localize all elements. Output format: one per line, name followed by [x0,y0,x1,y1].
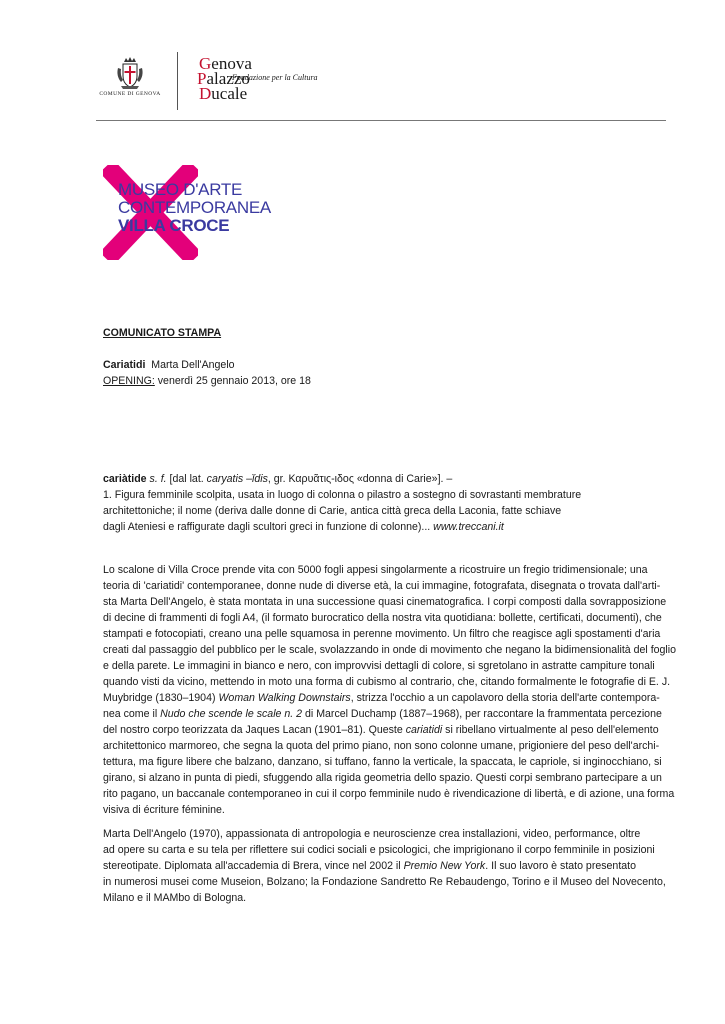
definition-source: www.treccani.it [433,521,504,533]
museo-line-1: MUSEO D'ARTE [118,180,243,199]
definition-etym-c: «donna di Carie»]. – [353,473,453,485]
paragraph-line: del nostro corpo teorizzata da Jaques Lacan (1901–81). Queste cariatidi si ribellano virtualmente al peso dell'elemento [103,724,659,736]
definition-pos: s. f. [149,473,167,485]
work-title-muybridge: Woman Walking Downstairs [218,692,351,704]
paragraph-line: stereotipate. Diplomata all'accademia di Brera, vince nel 2002 il Premio New York. Il suo lavoro è stato presentato [103,860,636,872]
press-titles [103,357,683,389]
genova-coat-of-arms-icon [115,56,145,90]
header-divider [177,52,178,110]
paragraph-line: di decine di frammenti di fogli A4, (il formato burocratico della nostra vita quotidiana: bollette, certificati, documenti), che [103,612,662,624]
award-title: Premio New York [403,860,486,872]
paragraph-line: teoria di 'cariatidi' contemporanee, donne nude di diverse età, la cui immagine, fotografata, disegnata o trovata dall'arti- [103,580,661,592]
logo-word-ducale: Ducale [199,84,248,103]
definition-line: architettoniche; il nome (deriva dalle donne di Carie, antica città greca della Laconia, fatte schiave [103,505,562,517]
page-header [0,0,725,125]
press-kicker: COMUNICATO STAMPA [103,327,222,339]
work-title-duchamp: Nudo che scende le scale n. 2 [160,708,303,720]
definition-line [103,519,683,535]
logo-word-palazzo: Palazzo [197,69,250,88]
paragraph-line: Lo scalone di Villa Croce prende vita con 5000 fogli appesi singolarmente a ricostruire un fregio tridimensionale; una [103,564,648,576]
paragraph-line: e della parete. Le immagini in bianco e nero, con improvvisi dettagli di colore, si sgretolano in astratte campiture tonali [103,660,655,672]
definition-etym-greek: Καρυᾶτις-ιδος [288,473,354,485]
show-title: Cariatidi [103,359,146,371]
paragraph-line: rito pagano, un baccanale contemporaneo in cui il corpo femminile nudo è rivendicazione di libertà, e di azione, una forma [103,788,675,800]
show-title-line [103,357,683,373]
museo-villa-croce-logo [103,165,271,260]
opening-label: OPENING: [103,375,155,387]
body-paragraph-2 [103,826,683,906]
term-cariatidi: cariatidi [405,724,443,736]
definition-etym-b: , gr. [267,473,289,485]
dictionary-definition [103,471,683,535]
palazzo-ducale-logo [197,54,318,103]
paragraph-line: visiva di écriture féminine. [103,804,225,816]
paragraph-line: girano, si alzano in punta di piedi, sfuggendo alla rigida geometria dello spazio. Questi corpi sembrano partecipare a un [103,772,662,784]
paragraph-line: Marta Dell'Angelo (1970), appassionata di antropologia e neuroscienze crea installazioni, video, performance, oltre [103,828,641,840]
comune-di-genova-logo [96,56,164,97]
paragraph-line: nea come il Nudo che scende le scale n. 2 di Marcel Duchamp (1887–1968), per raccontare la frammentata percezione [103,708,662,720]
paragraph-line: tettura, ma figure libere che balzano, danzano, si tuffano, fanno la verticale, la spaccata, le capriole, si inginocchiano, si [103,756,662,768]
paragraph-line: stampati e fotocopiati, creano una pelle squamosa in perenne movimento. Un filtro che reagisce agli spostamenti d'aria [103,628,661,640]
definition-headline [103,471,683,487]
logo-word-genova: Genova [199,54,252,73]
definition-etym-latin: caryatis –ĭdis [206,473,268,485]
museo-line-3: VILLA CROCE [118,216,230,235]
museo-line-2: CONTEMPORANEA [118,198,271,217]
opening-line [103,373,683,389]
paragraph-line: ad opere su carta e su tela per riflettere sui codici sociali e psicologici, che imprigionano il corpo femminile in posizioni [103,844,655,856]
header-rule [96,120,666,121]
body-paragraph-1 [103,562,683,818]
logo-fondazione: Fondazione per la Cultura [232,73,318,82]
definition-line: 1. Figura femminile scolpita, usata in luogo di colonna o pilastro a sostegno di sovrastanti membrature [103,489,582,501]
definition-headword: cariàtide [103,473,147,485]
paragraph-line: quando visti da vicino, mettendo in moto una forma di cubismo al contrario, che, citando formalmente le fotografie di E. J. [103,676,671,688]
show-artist: Marta Dell'Angelo [151,359,235,371]
comune-label: COMUNE DI GENOVA [99,91,161,97]
opening-value: venerdì 25 gennaio 2013, ore 18 [154,375,311,387]
paragraph-line: in numerosi musei come Museion, Bolzano; la Fondazione Sandretto Re Rebaudengo, Torino e il Museo del Novecento, [103,876,666,888]
paragraph-line: sta Marta Dell'Angelo, è stata montata in una successione quasi cinematografica. I corpi composti dalla sovrapposizione [103,596,667,608]
definition-etym-a: [dal lat. [166,473,207,485]
paragraph-line: Muybridge (1830–1904) Woman Walking Downstairs, strizza l'occhio a un capolavoro della storia dell'arte contempora- [103,692,660,704]
paragraph-line: Milano e il MAMbo di Bologna. [103,892,247,904]
paragraph-line: architettonico marmoreo, che segna la quota del primo piano, non sono colonne umane, prigioniere del peso dell'archi- [103,740,660,752]
definition-last-text: dagli Ateniesi e raffigurate dagli scultori greci in funzione di colonne)... [103,521,434,533]
paragraph-line: creati dal passaggio del pubblico per le scale, svolazzando in onde di movimento che negano la bidimensionalità del foglio [103,644,677,656]
